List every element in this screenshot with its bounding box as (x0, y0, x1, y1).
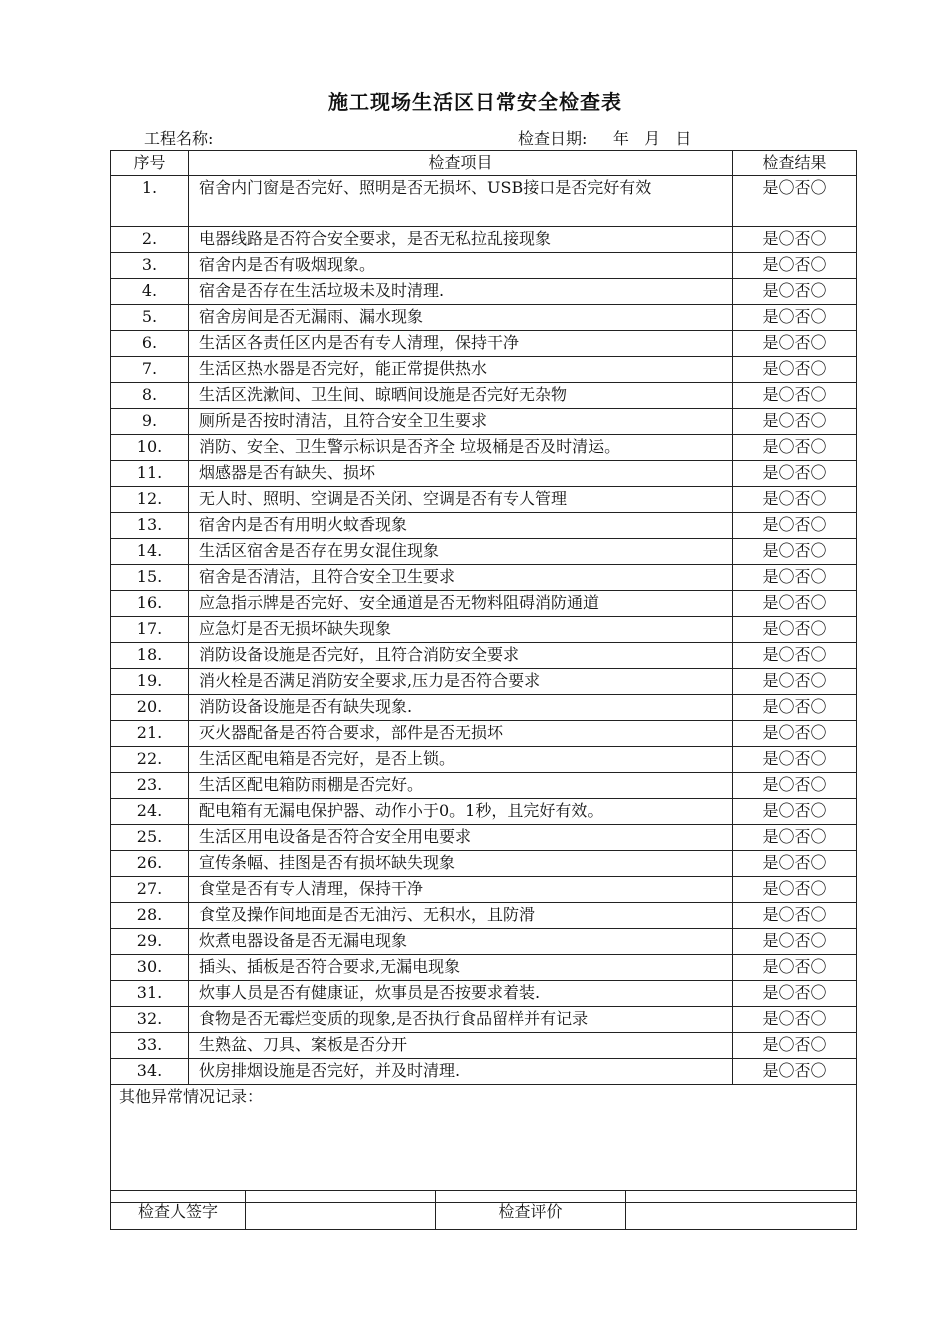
row-check-item: 宿舍房间是否无漏雨、漏水现象 (189, 305, 733, 331)
row-number: 30. (111, 955, 189, 981)
row-number: 33. (111, 1033, 189, 1059)
row-result[interactable]: 是〇否〇 (733, 617, 857, 643)
checklist-table (110, 150, 857, 1203)
row-result[interactable]: 是〇否〇 (733, 565, 857, 591)
row-check-item: 宣传条幅、挂图是否有损坏缺失现象 (189, 851, 733, 877)
row-number: 32. (111, 1007, 189, 1033)
row-check-item: 消防、安全、卫生警示标识是否齐全 垃圾桶是否及时清运。 (189, 435, 733, 461)
row-result[interactable]: 是〇否〇 (733, 955, 857, 981)
row-check-item: 生活区宿舍是否存在男女混住现象 (189, 539, 733, 565)
inspector-signature-field[interactable] (246, 1191, 436, 1230)
row-result[interactable]: 是〇否〇 (733, 435, 857, 461)
row-check-item: 配电箱有无漏电保护器、动作小于0。1秒，且完好有效。 (189, 799, 733, 825)
row-number: 31. (111, 981, 189, 1007)
row-check-item: 炊事人员是否有健康证，炊事员是否按要求着装. (189, 981, 733, 1007)
row-result[interactable]: 是〇否〇 (733, 695, 857, 721)
row-check-item: 生活区洗漱间、卫生间、晾晒间设施是否完好无杂物 (189, 383, 733, 409)
table-header-row (111, 151, 857, 176)
row-result[interactable]: 是〇否〇 (733, 331, 857, 357)
row-number: 14. (111, 539, 189, 565)
row-check-item: 食堂是否有专人清理，保持干净 (189, 877, 733, 903)
row-result[interactable]: 是〇否〇 (733, 591, 857, 617)
row-check-item: 生活区热水器是否完好，能正常提供热水 (189, 357, 733, 383)
row-number: 10. (111, 435, 189, 461)
table-row (111, 981, 857, 1007)
row-result[interactable]: 是〇否〇 (733, 929, 857, 955)
project-name-label: 工程名称: (144, 129, 214, 148)
table-row (111, 643, 857, 669)
row-number: 28. (111, 903, 189, 929)
row-result[interactable]: 是〇否〇 (733, 747, 857, 773)
table-row (111, 305, 857, 331)
table-row (111, 565, 857, 591)
row-number: 11. (111, 461, 189, 487)
table-row (111, 487, 857, 513)
row-number: 5. (111, 305, 189, 331)
table-row (111, 695, 857, 721)
evaluation-field[interactable] (626, 1191, 857, 1230)
row-check-item: 炊煮电器设备是否无漏电现象 (189, 929, 733, 955)
row-check-item: 无人时、照明、空调是否关闭、空调是否有专人管理 (189, 487, 733, 513)
row-check-item: 消防设备设施是否完好，且符合消防安全要求 (189, 643, 733, 669)
row-number: 15. (111, 565, 189, 591)
row-check-item: 灭火器配备是否符合要求，部件是否无损坏 (189, 721, 733, 747)
table-row (111, 409, 857, 435)
table-row (111, 331, 857, 357)
row-number: 18. (111, 643, 189, 669)
table-row (111, 747, 857, 773)
signature-row (111, 1191, 857, 1230)
table-row (111, 669, 857, 695)
row-result[interactable]: 是〇否〇 (733, 227, 857, 253)
inspector-signature-label: 检查人签字 (111, 1191, 246, 1230)
table-row (111, 773, 857, 799)
row-result[interactable]: 是〇否〇 (733, 176, 857, 227)
evaluation-label: 检查评价 (436, 1191, 626, 1230)
table-row (111, 461, 857, 487)
header-number: 序号 (111, 151, 189, 176)
row-check-item: 宿舍内是否有吸烟现象。 (189, 253, 733, 279)
row-result[interactable]: 是〇否〇 (733, 825, 857, 851)
row-result[interactable]: 是〇否〇 (733, 799, 857, 825)
row-number: 1. (111, 176, 189, 227)
table-row (111, 721, 857, 747)
row-result[interactable]: 是〇否〇 (733, 305, 857, 331)
row-check-item: 烟感器是否有缺失、损坏 (189, 461, 733, 487)
row-number: 29. (111, 929, 189, 955)
table-row (111, 227, 857, 253)
row-check-item: 插头、插板是否符合要求,无漏电现象 (189, 955, 733, 981)
row-result[interactable]: 是〇否〇 (733, 721, 857, 747)
row-check-item: 消防设备设施是否有缺失现象. (189, 695, 733, 721)
row-number: 34. (111, 1059, 189, 1085)
row-number: 22. (111, 747, 189, 773)
table-row (111, 435, 857, 461)
row-result[interactable]: 是〇否〇 (733, 279, 857, 305)
table-row (111, 513, 857, 539)
header-result: 检查结果 (733, 151, 857, 176)
row-check-item: 生活区配电箱是否完好，是否上锁。 (189, 747, 733, 773)
row-check-item: 应急指示牌是否完好、安全通道是否无物料阻碍消防通道 (189, 591, 733, 617)
row-result[interactable]: 是〇否〇 (733, 539, 857, 565)
row-result[interactable]: 是〇否〇 (733, 981, 857, 1007)
row-check-item: 应急灯是否无损坏缺失现象 (189, 617, 733, 643)
row-check-item: 生熟盆、刀具、案板是否分开 (189, 1033, 733, 1059)
row-number: 21. (111, 721, 189, 747)
table-row (111, 929, 857, 955)
page-title: 施工现场生活区日常安全检查表 (328, 90, 622, 114)
row-number: 8. (111, 383, 189, 409)
row-number: 3. (111, 253, 189, 279)
row-result[interactable]: 是〇否〇 (733, 1033, 857, 1059)
row-check-item: 生活区各责任区内是否有专人清理，保持干净 (189, 331, 733, 357)
row-number: 19. (111, 669, 189, 695)
notes-row (111, 1085, 857, 1203)
table-row (111, 877, 857, 903)
row-check-item: 生活区配电箱防雨棚是否完好。 (189, 773, 733, 799)
row-number: 26. (111, 851, 189, 877)
row-number: 24. (111, 799, 189, 825)
row-result[interactable]: 是〇否〇 (733, 409, 857, 435)
meta-line (110, 126, 856, 148)
table-row (111, 1033, 857, 1059)
table-row (111, 539, 857, 565)
row-check-item: 宿舍内门窗是否完好、照明是否无损坏、USB接口是否完好有效 (189, 176, 733, 227)
row-check-item: 食堂及操作间地面是否无油污、无积水，且防滑 (189, 903, 733, 929)
row-number: 7. (111, 357, 189, 383)
row-check-item: 生活区用电设备是否符合安全用电要求 (189, 825, 733, 851)
header-item: 检查项目 (189, 151, 733, 176)
row-result[interactable]: 是〇否〇 (733, 851, 857, 877)
row-number: 27. (111, 877, 189, 903)
row-check-item: 电器线路是否符合安全要求，是否无私拉乱接现象 (189, 227, 733, 253)
row-number: 16. (111, 591, 189, 617)
row-result[interactable]: 是〇否〇 (733, 669, 857, 695)
row-number: 6. (111, 331, 189, 357)
table-row (111, 903, 857, 929)
row-number: 17. (111, 617, 189, 643)
row-result[interactable]: 是〇否〇 (733, 383, 857, 409)
table-row (111, 799, 857, 825)
row-result[interactable]: 是〇否〇 (733, 461, 857, 487)
row-number: 23. (111, 773, 189, 799)
table-row (111, 955, 857, 981)
table-row (111, 357, 857, 383)
table-row (111, 591, 857, 617)
row-result[interactable]: 是〇否〇 (733, 643, 857, 669)
row-result[interactable]: 是〇否〇 (733, 1059, 857, 1085)
table-row (111, 617, 857, 643)
row-result[interactable]: 是〇否〇 (733, 357, 857, 383)
row-check-item: 宿舍内是否有用明火蚊香现象 (189, 513, 733, 539)
row-result[interactable]: 是〇否〇 (733, 1007, 857, 1033)
row-number: 13. (111, 513, 189, 539)
row-check-item: 厕所是否按时清洁，且符合安全卫生要求 (189, 409, 733, 435)
row-result[interactable]: 是〇否〇 (733, 253, 857, 279)
table-row (111, 851, 857, 877)
row-check-item: 伙房排烟设施是否完好，并及时清理. (189, 1059, 733, 1085)
row-check-item: 宿舍是否存在生活垃圾未及时清理. (189, 279, 733, 305)
other-abnormal-notes[interactable]: 其他异常情况记录： (111, 1085, 857, 1203)
table-row (111, 825, 857, 851)
row-check-item: 宿舍是否清洁，且符合安全卫生要求 (189, 565, 733, 591)
row-result[interactable]: 是〇否〇 (733, 773, 857, 799)
row-number: 4. (111, 279, 189, 305)
row-result[interactable]: 是〇否〇 (733, 903, 857, 929)
row-result[interactable]: 是〇否〇 (733, 513, 857, 539)
row-number: 2. (111, 227, 189, 253)
row-number: 25. (111, 825, 189, 851)
table-row (111, 383, 857, 409)
row-result[interactable]: 是〇否〇 (733, 877, 857, 903)
table-row (111, 1007, 857, 1033)
row-result[interactable]: 是〇否〇 (733, 487, 857, 513)
table-row (111, 176, 857, 227)
inspection-date-label: 检查日期: 年 月 日 (518, 129, 692, 148)
row-number: 20. (111, 695, 189, 721)
row-check-item: 食物是否无霉烂变质的现象,是否执行食品留样并有记录 (189, 1007, 733, 1033)
row-check-item: 消火栓是否满足消防安全要求,压力是否符合要求 (189, 669, 733, 695)
row-number: 12. (111, 487, 189, 513)
table-row (111, 253, 857, 279)
row-number: 9. (111, 409, 189, 435)
table-row (111, 1059, 857, 1085)
signature-table (110, 1190, 857, 1230)
table-row (111, 279, 857, 305)
